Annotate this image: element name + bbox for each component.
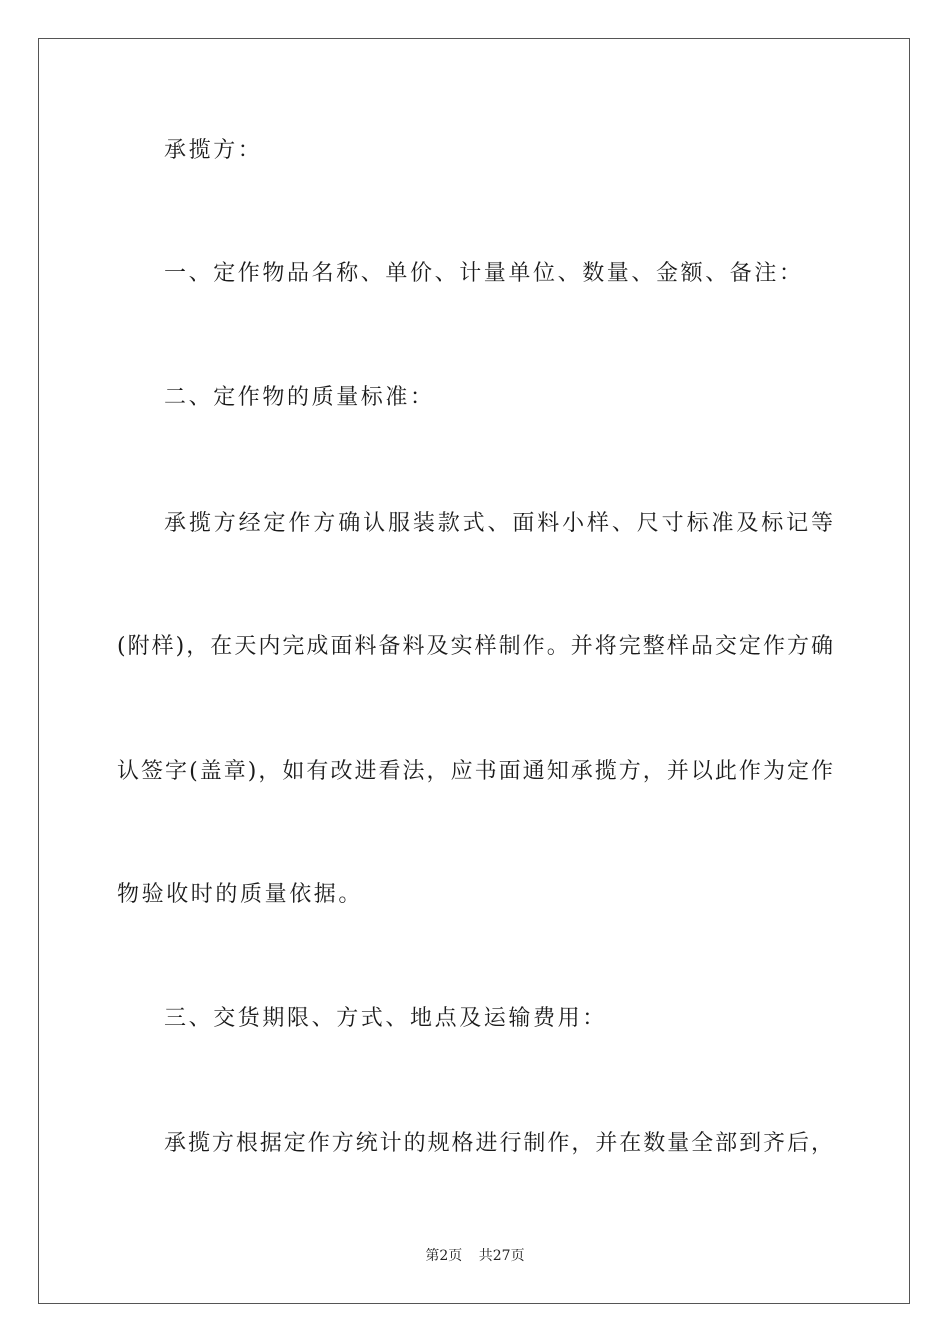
section-2-heading: 二、定作物的质量标准： (164, 385, 435, 410)
page-number: 第2页 (425, 1248, 463, 1264)
paragraph-line: 承揽方经定作方确认服装款式、面料小样、尺寸标准及标记等 (164, 511, 833, 536)
paragraph-line: (附样)，在天内完成面料备料及实样制作。并将完整样品交定作方确 (117, 634, 833, 659)
section-3-heading: 三、交货期限、方式、地点及运输费用： (164, 1006, 607, 1031)
paragraph-line: 物验收时的质量依据。 (117, 882, 364, 907)
page-border (38, 38, 910, 1304)
page-footer (0, 1247, 950, 1265)
paragraph-line: 承揽方根据定作方统计的规格进行制作，并在数量全部到齐后， (164, 1131, 833, 1156)
section-1-heading: 一、定作物品名称、单价、计量单位、数量、金额、备注： (164, 261, 804, 286)
paragraph-line: 认签字(盖章)，如有改进看法，应书面通知承揽方，并以此作为定作 (117, 759, 833, 784)
page-total: 共27页 (478, 1248, 525, 1264)
contractor-label: 承揽方： (164, 138, 263, 163)
